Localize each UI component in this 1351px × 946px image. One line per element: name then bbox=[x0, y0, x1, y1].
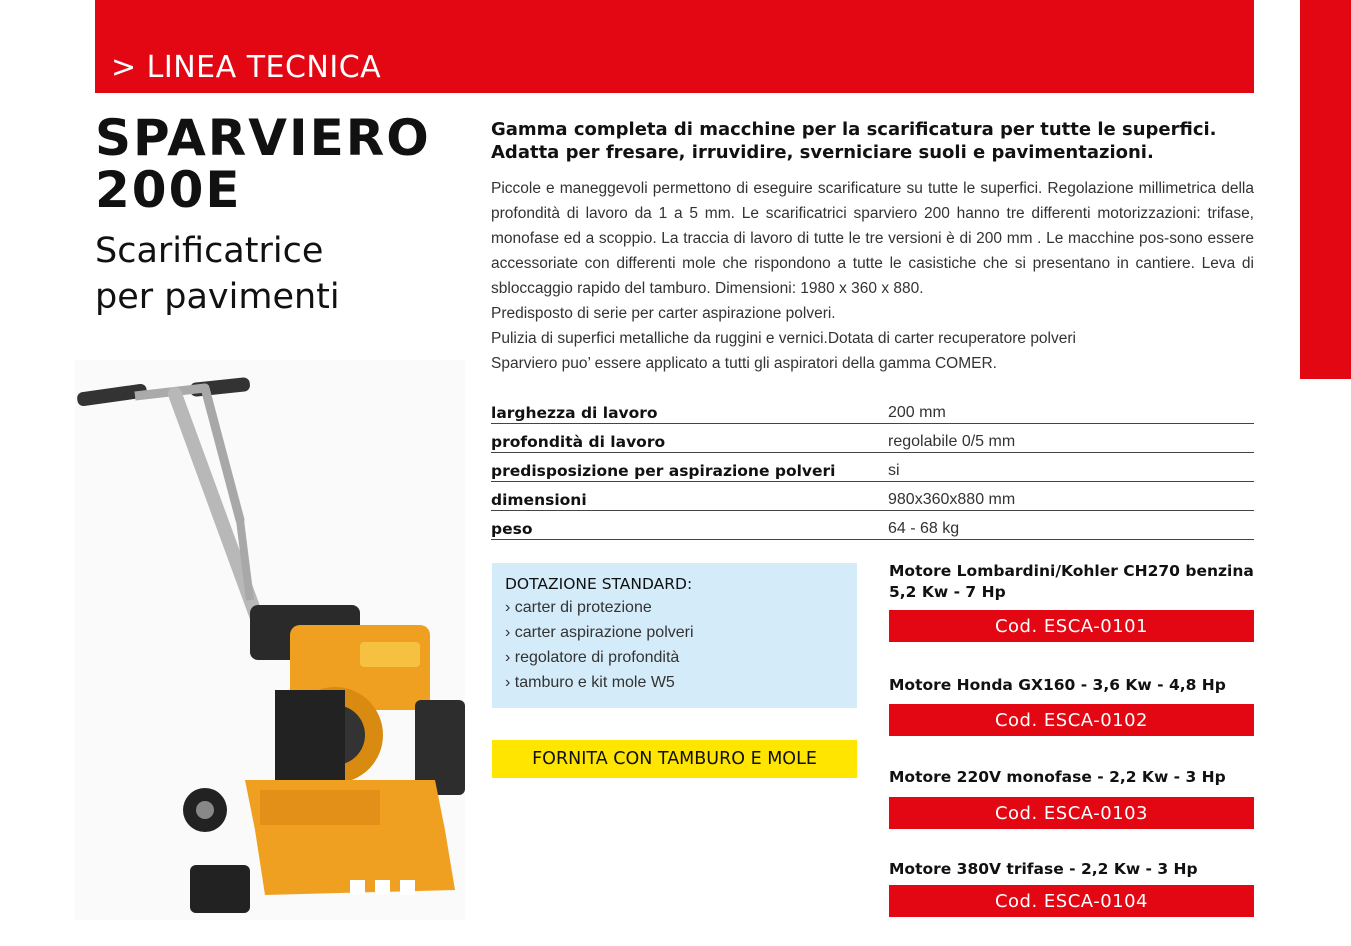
motor-code-button[interactable]: Cod. ESCA-0104 bbox=[889, 885, 1254, 917]
subtitle-line1: Scarificatrice bbox=[95, 231, 324, 271]
machine-illustration bbox=[75, 360, 465, 920]
motor-code-button[interactable]: Cod. ESCA-0101 bbox=[889, 610, 1254, 642]
standard-equipment-box bbox=[492, 563, 857, 708]
table-row bbox=[491, 482, 1254, 511]
side-tab bbox=[1300, 0, 1351, 379]
section-title: > LINEA TECNICA bbox=[111, 50, 382, 85]
list-item: › carter aspirazione polveri bbox=[505, 624, 694, 641]
motor-option-3 bbox=[889, 767, 1254, 829]
table-row bbox=[491, 453, 1254, 482]
spec-value: 64 - 68 kg bbox=[888, 511, 1254, 540]
spec-value: regolabile 0/5 mm bbox=[888, 424, 1254, 453]
motor-option-4 bbox=[889, 859, 1254, 917]
spec-label: dimensioni bbox=[491, 482, 888, 511]
description-line4: Sparviero puo’ essere applicato a tutti gli aspiratori della gamma COMER. bbox=[491, 355, 997, 372]
motor-title: Motore Honda GX160 - 3,6 Kw - 4,8 Hp bbox=[889, 676, 1226, 694]
description-line2: Predisposto di serie per carter aspirazione polveri. bbox=[491, 305, 836, 322]
spec-label: peso bbox=[491, 511, 888, 540]
spec-label: larghezza di lavoro bbox=[491, 395, 888, 424]
table-row bbox=[491, 424, 1254, 453]
product-subtitle bbox=[95, 228, 455, 320]
spec-value: 980x360x880 mm bbox=[888, 482, 1254, 511]
table-row bbox=[491, 511, 1254, 540]
spec-label: profondità di lavoro bbox=[491, 424, 888, 453]
product-name bbox=[95, 109, 455, 219]
product-name-line2: 200E bbox=[95, 161, 242, 219]
list-item: › tamburo e kit mole W5 bbox=[505, 674, 675, 691]
standard-equipment-heading: DOTAZIONE STANDARD: bbox=[505, 575, 693, 593]
motor-title: Motore 220V monofase - 2,2 Kw - 3 Hp bbox=[889, 768, 1226, 786]
motor-code-button[interactable]: Cod. ESCA-0102 bbox=[889, 704, 1254, 736]
motor-code-button[interactable]: Cod. ESCA-0103 bbox=[889, 797, 1254, 829]
spec-label: predisposizione per aspirazione polveri bbox=[491, 453, 888, 482]
motor-option-2 bbox=[889, 675, 1254, 736]
description-paragraph: Piccole e maneggevoli permettono di eseguire scarificature su tutte le superfici. Regolazione millimetrica della profondità di lavoro da 1 a 5 mm. Le scarificatrici sparviero 200 hanno tre differenti motorizzazioni: trifase, monofase ed a scoppio. La traccia di lavoro di tutte le tre versioni è di 200 mm . Le macchine pos-sono essere accessoriate con differenti mole che rispondono a tutte le casistiche che si presentano in cantiere. Leva di sbloccaggio rapido del tamburo. Dimensioni: 1980 x 360 x 880. bbox=[491, 180, 1254, 297]
description-line3: Pulizia di superfici metalliche da ruggini e vernici.Dotata di carter recuperatore polveri bbox=[491, 330, 1076, 347]
motor-title: Motore 380V trifase - 2,2 Kw - 3 Hp bbox=[889, 860, 1198, 878]
motor-title: Motore Lombardini/Kohler CH270 benzina bbox=[889, 562, 1254, 580]
spec-value: 200 mm bbox=[888, 395, 1254, 424]
table-row bbox=[491, 395, 1254, 424]
product-name-line1: SPARVIERO bbox=[95, 109, 431, 167]
spec-value: si bbox=[888, 453, 1254, 482]
header-bar bbox=[95, 0, 1254, 93]
supply-banner: FORNITA CON TAMBURO E MOLE bbox=[492, 740, 857, 778]
subtitle-line2: per pavimenti bbox=[95, 277, 340, 317]
intro-text: Gamma completa di macchine per la scarificatura per tutte le superfici. Adatta per fresare, irruvidire, sverniciare suoli e pavimentazioni. bbox=[491, 119, 1217, 163]
motor-option-1 bbox=[889, 561, 1254, 642]
list-item: › regolatore di profondità bbox=[505, 649, 680, 666]
specs-table bbox=[491, 395, 1254, 540]
list-item: › carter di protezione bbox=[505, 599, 652, 616]
description bbox=[491, 176, 1254, 376]
motor-title-line2: 5,2 Kw - 7 Hp bbox=[889, 583, 1006, 601]
